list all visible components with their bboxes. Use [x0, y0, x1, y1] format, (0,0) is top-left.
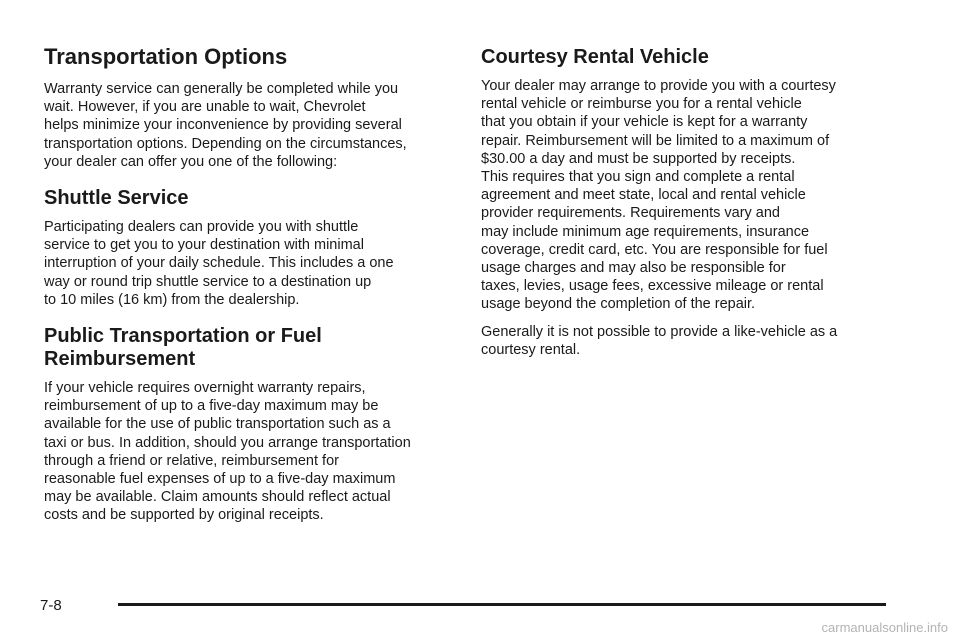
public-transport-paragraph: If your vehicle requires overnight warranty repairs, reimbursement of up to a five-day maximum may be available for the use of public transportation such as a taxi or bus. In addition, should you arrange transportation through a friend or relative, reimbursement for reasonable fuel expenses of up to a five-day maximum may be available. Claim amounts should reflect actual costs and be supported by original receipts. — [44, 380, 411, 524]
watermark: carmanualsonline.info — [821, 620, 948, 635]
public-transport-heading: Public Transportation or Fuel Reimbursement — [44, 325, 322, 371]
shuttle-service-paragraph: Participating dealers can provide you with shuttle service to get you to your destination with minimal interruption of your daily schedule. This includes a one way or round trip shuttle service to a destination up to 10 miles (16 km) from the dealership. — [44, 219, 394, 308]
intro-paragraph: Warranty service can generally be completed while you wait. However, if you are unable to wait, Chevrolet helps minimize your inconvenience by providing several transportation options. Depending on the circumstances, your dealer can offer you one of the following: — [44, 81, 407, 170]
left-column — [44, 40, 452, 525]
shuttle-service-heading: Shuttle Service — [44, 187, 189, 210]
right-column — [481, 40, 897, 359]
courtesy-rental-heading: Courtesy Rental Vehicle — [481, 46, 709, 68]
page-number: 7-8 — [40, 597, 62, 614]
footer-divider — [118, 603, 886, 606]
courtesy-rental-note: Generally it is not possible to provide a like-vehicle as a courtesy rental. — [481, 323, 838, 358]
page-title: Transportation Options — [44, 44, 288, 69]
courtesy-rental-paragraph: Your dealer may arrange to provide you with a courtesy rental vehicle or reimburse you for a rental vehicle that you obtain if your vehicle is kept for a warranty repair. Reimbursement will be limited to a maximum of $30.00 a day and must be supported by receipts. This requires that you sign and complete a rental agreement and meet state, local and rental vehicle provider requirements. Requirements vary and may include minimum age requirements, insurance coverage, credit card, etc. You are responsible for fuel usage charges and may also be responsible for taxes, levies, usage fees, excessive mileage or rental usage beyond the completion of the repair. — [481, 78, 836, 313]
